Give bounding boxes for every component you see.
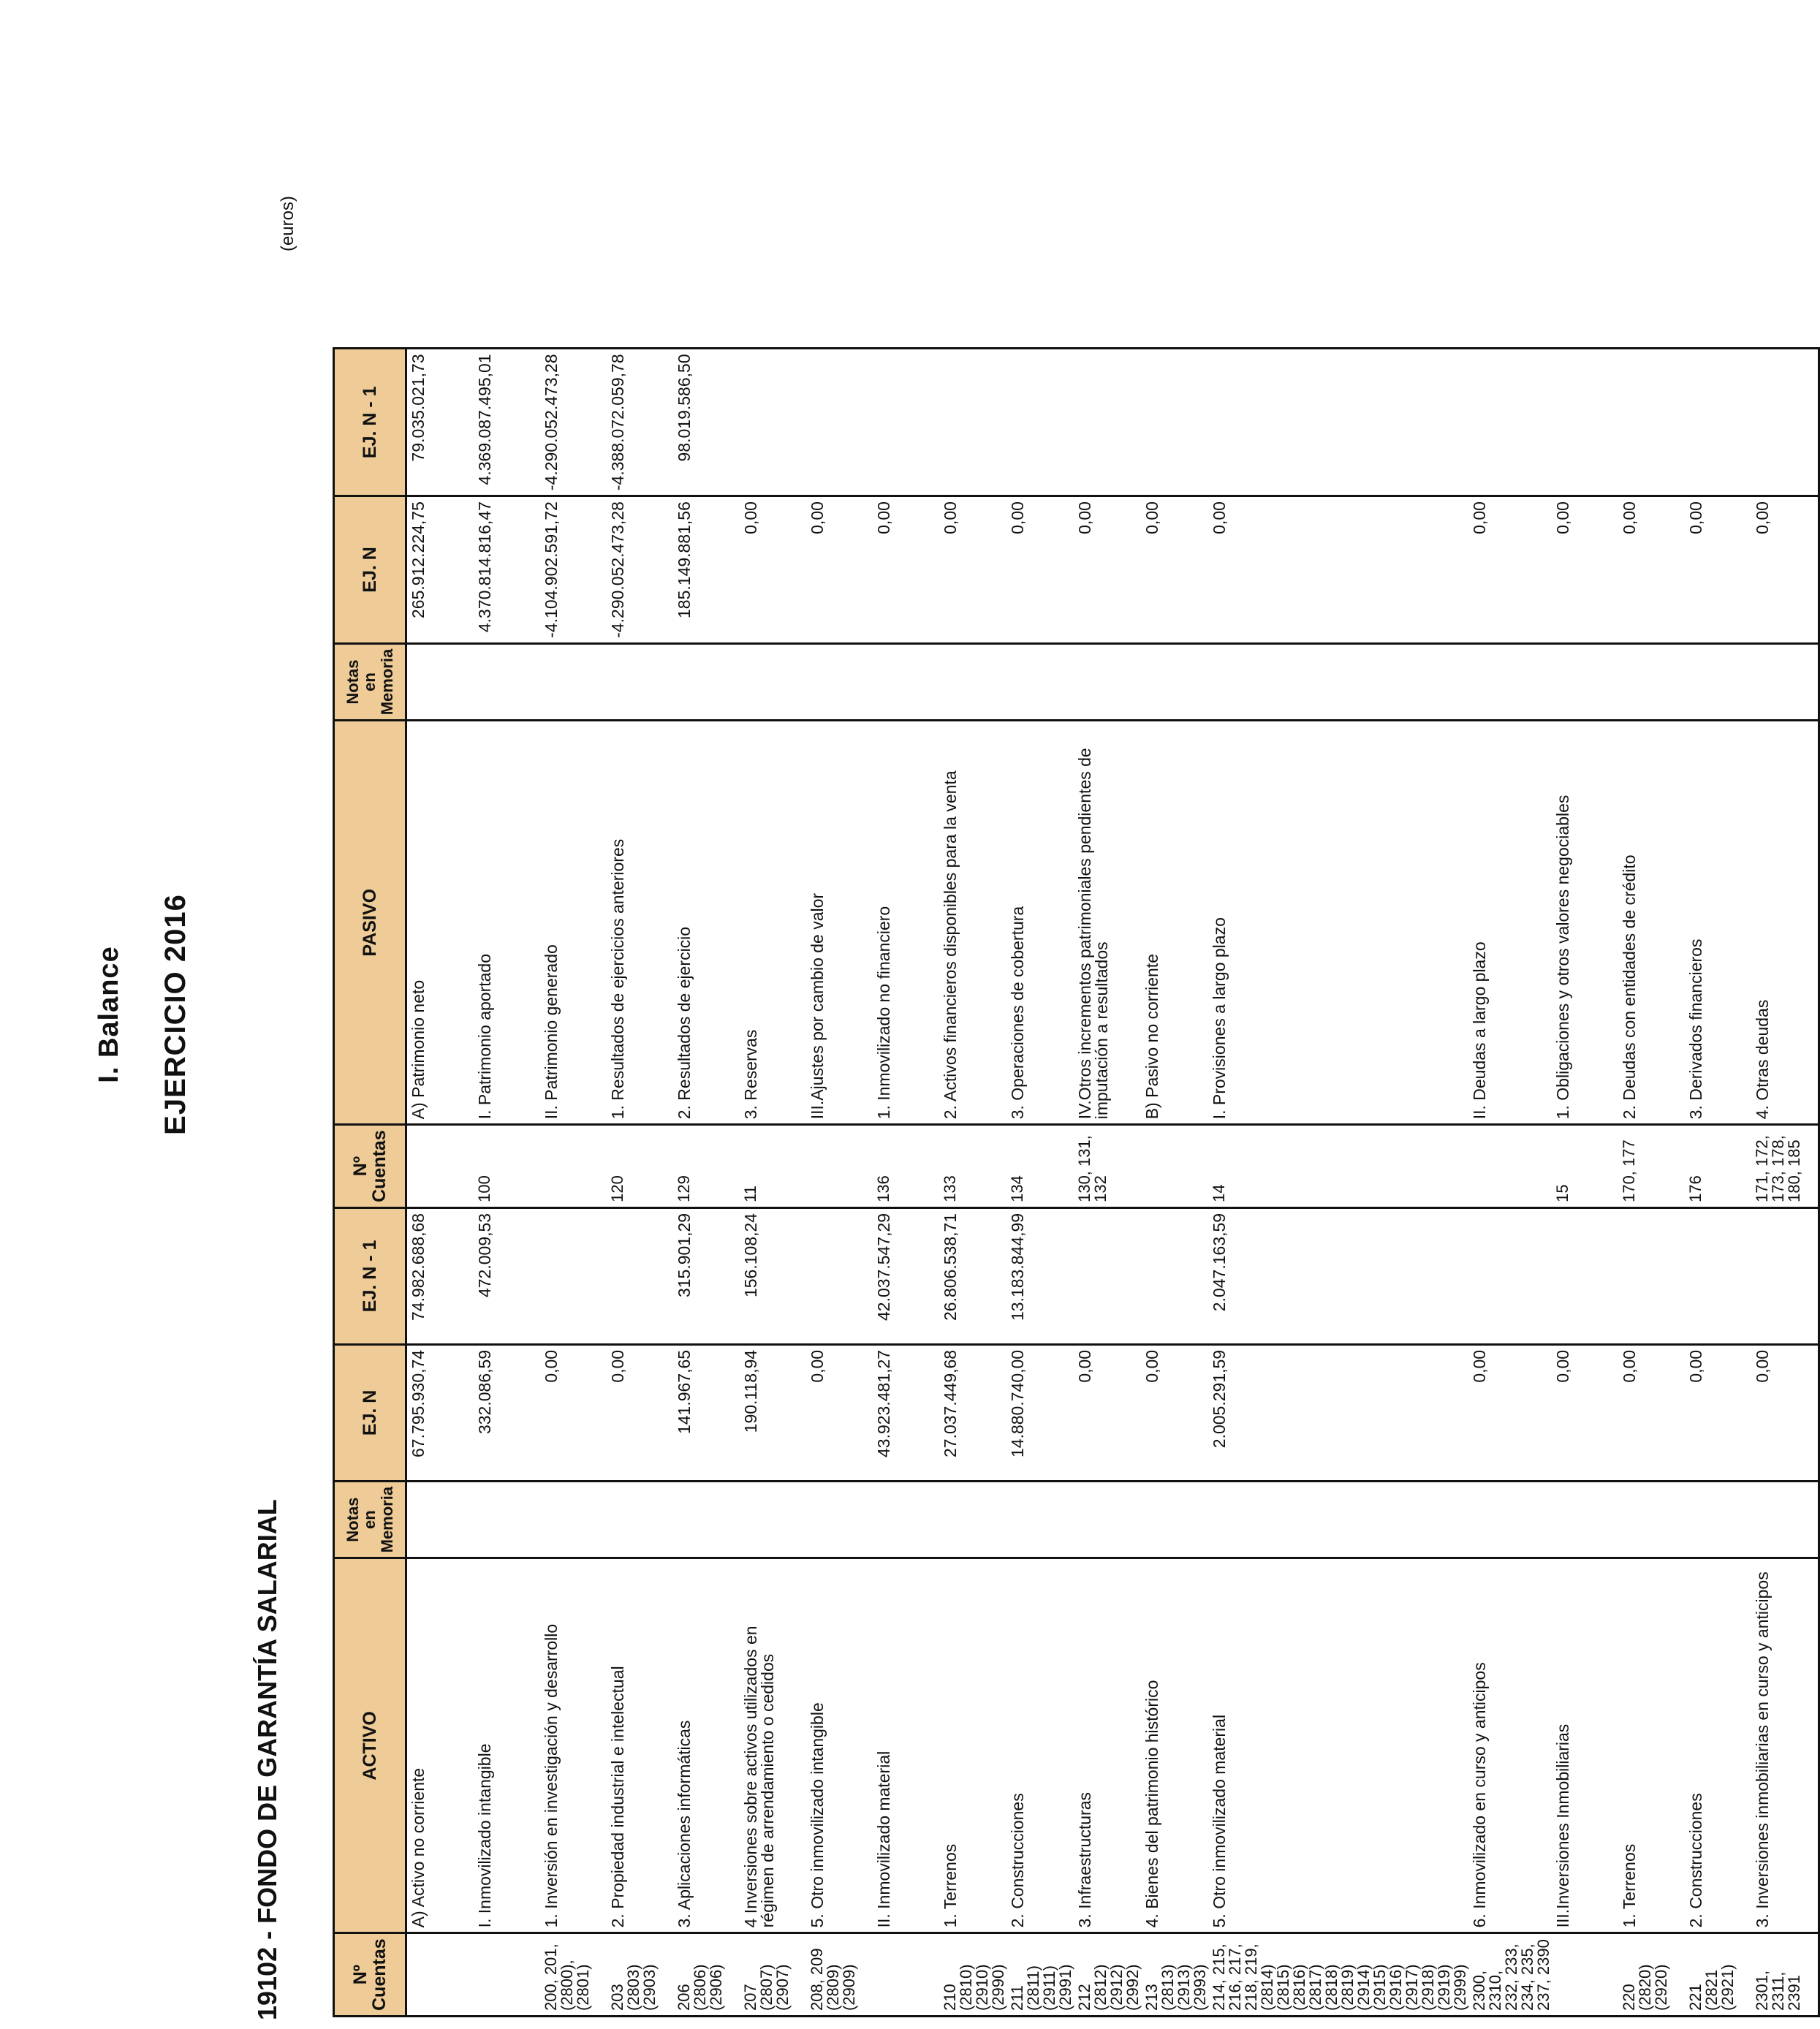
ejn1-activo-value: 315.901,29	[673, 1207, 740, 1344]
activo-concept: 5. Otro inmovilizado material	[1208, 1558, 1468, 1933]
table-row	[740, 349, 806, 2017]
ejn-activo-value: 0,00	[607, 1344, 673, 1481]
table-row	[1468, 349, 1552, 2017]
activo-concept: 3. Infraestructuras	[1074, 1558, 1141, 1933]
pasivo-concept: 3. Derivados financieros	[1685, 721, 1751, 1125]
ejn-activo-value: 0,00	[1141, 1344, 1208, 1481]
notes-pasivo	[1006, 643, 1074, 720]
table-row	[1208, 349, 1468, 2017]
ejn1-pasivo-value	[1468, 349, 1552, 496]
ejn1-activo-value: 156.108,24	[740, 1207, 806, 1344]
ejn1-pasivo-value	[1074, 349, 1141, 496]
ejn-pasivo-value: 185.149.881,56	[673, 496, 740, 644]
ejn-pasivo-value: 0,00	[1468, 496, 1552, 644]
account-codes-pasivo: 120	[607, 1125, 673, 1208]
ejn1-pasivo-value	[1685, 349, 1751, 496]
notes-activo	[1006, 1481, 1074, 1558]
ejn-pasivo-value: 0,00	[873, 496, 939, 644]
ejn-activo-value: 0,00	[806, 1344, 873, 1481]
pasivo-concept: II. Patrimonio generado	[540, 721, 607, 1125]
account-codes-pasivo: 14	[1208, 1125, 1468, 1208]
col-header-pasivo: PASIVO	[334, 721, 406, 1125]
table-row	[939, 349, 1006, 2017]
ejn-activo-value: 332.086,59	[474, 1344, 540, 1481]
account-codes-activo: 200, 201, (2800), (2801)	[540, 1933, 607, 2017]
notes-activo	[406, 1481, 474, 1558]
account-codes-activo	[474, 1933, 540, 2017]
ejn1-activo-value: 2.047.163,59	[1208, 1207, 1468, 1344]
table-row	[406, 349, 474, 2017]
notes-activo	[1751, 1481, 1819, 1558]
ejn-pasivo-value: 0,00	[1552, 496, 1618, 644]
notes-activo	[1141, 1481, 1208, 1558]
account-codes-activo: 221 (2821 (2921)	[1685, 1933, 1751, 2017]
col-header-accounts-pasivo: Nº Cuentas	[334, 1125, 406, 1208]
ejn1-activo-value: 472.009,53	[474, 1207, 540, 1344]
account-codes-pasivo: 170, 177	[1618, 1125, 1685, 1208]
activo-concept: 2. Construcciones	[1685, 1558, 1751, 1933]
activo-concept: 1. Terrenos	[939, 1558, 1006, 1933]
account-codes-pasivo	[1468, 1125, 1552, 1208]
activo-concept: A) Activo no corriente	[406, 1558, 474, 1933]
ejn-pasivo-value: -4.104.902.591,72	[540, 496, 607, 644]
notes-pasivo	[406, 643, 474, 720]
table-row	[1074, 349, 1141, 2017]
ejn-pasivo-value: 0,00	[1074, 496, 1141, 644]
ejn-activo-value: 0,00	[1074, 1344, 1141, 1481]
notes-pasivo	[1468, 643, 1552, 720]
pasivo-concept: 2. Resultados de ejercicio	[673, 721, 740, 1125]
account-codes-pasivo	[406, 1125, 474, 1208]
account-codes-pasivo: 100	[474, 1125, 540, 1208]
account-codes-activo: 214, 215, 216, 217, 218, 219, (2814) (2815) (2816) (2817) (2818) (2819) (2914) (2915) (2916) (2917) (2918) (2919) (2999)	[1208, 1933, 1468, 2017]
notes-activo	[1208, 1481, 1468, 1558]
pasivo-concept: III.Ajustes por cambio de valor	[806, 721, 873, 1125]
col-header-notes-pasivo: Notas en Memoria	[334, 643, 406, 720]
ejn-activo-value: 141.967,65	[673, 1344, 740, 1481]
notes-pasivo	[540, 643, 607, 720]
pasivo-concept: II. Deudas a largo plazo	[1468, 721, 1552, 1125]
pasivo-concept: 2. Activos financieros disponibles para la venta	[939, 721, 1006, 1125]
account-codes-activo: 210 (2810) (2910) (2990)	[939, 1933, 1006, 2017]
activo-concept: 5. Otro inmovilizado intangible	[806, 1558, 873, 1933]
activo-concept: III.Inversiones Inmobiliarias	[1552, 1558, 1618, 1933]
notes-pasivo	[607, 643, 673, 720]
table-row	[607, 349, 673, 2017]
activo-concept: II. Inmovilizado material	[873, 1558, 939, 1933]
table-row	[806, 349, 873, 2017]
ejn-pasivo-value: 265.912.224,75	[406, 496, 474, 644]
ejn-pasivo-value: 0,00	[740, 496, 806, 644]
pasivo-concept: A) Patrimonio neto	[406, 721, 474, 1125]
ejn1-activo-value: 26.806.538,71	[939, 1207, 1006, 1344]
ejn1-activo-value	[607, 1207, 673, 1344]
ejn1-pasivo-value	[873, 349, 939, 496]
activo-concept: 1. Inversión en investigación y desarrollo	[540, 1558, 607, 1933]
account-codes-pasivo	[806, 1125, 873, 1208]
ejn1-pasivo-value	[1208, 349, 1468, 496]
account-codes-pasivo: 171, 172, 173, 178, 180, 185	[1751, 1125, 1819, 1208]
pasivo-concept: 1. Resultados de ejercicios anteriores	[607, 721, 673, 1125]
ejn1-activo-value	[1618, 1207, 1685, 1344]
ejn-pasivo-value: 0,00	[1685, 496, 1751, 644]
notes-activo	[939, 1481, 1006, 1558]
page-title: I. Balance	[94, 946, 124, 1083]
activo-concept: 3. Inversiones inmobiliarias en curso y anticipos	[1751, 1558, 1819, 1933]
ejn-activo-value: 0,00	[1618, 1344, 1685, 1481]
notes-pasivo	[806, 643, 873, 720]
activo-concept: 1. Terrenos	[1618, 1558, 1685, 1933]
notes-activo	[1468, 1481, 1552, 1558]
table-header-row	[334, 349, 406, 2017]
ejn-pasivo-value: 0,00	[1751, 496, 1819, 644]
notes-pasivo	[1208, 643, 1468, 720]
ejn1-pasivo-value	[1618, 349, 1685, 496]
ejn1-pasivo-value	[1552, 349, 1618, 496]
notes-activo	[1685, 1481, 1751, 1558]
ejn1-pasivo-value: 4.369.087.495,01	[474, 349, 540, 496]
ejn-activo-value: 27.037.449,68	[939, 1344, 1006, 1481]
col-header-ejn-pasivo: EJ. N	[334, 496, 406, 644]
ejn-activo-value: 190.118,94	[740, 1344, 806, 1481]
activo-concept: 4. Bienes del patrimonio histórico	[1141, 1558, 1208, 1933]
pasivo-concept: IV.Otros incrementos patrimoniales pendientes de imputación a resultados	[1074, 721, 1141, 1125]
ejn-activo-value: 14.880.740,00	[1006, 1344, 1074, 1481]
ejn1-pasivo-value	[1751, 349, 1819, 496]
notes-activo	[1074, 1481, 1141, 1558]
ejn1-activo-value	[1685, 1207, 1751, 1344]
notes-activo	[806, 1481, 873, 1558]
table-row	[673, 349, 740, 2017]
pasivo-concept: 3. Reservas	[740, 721, 806, 1125]
notes-pasivo	[1618, 643, 1685, 720]
table-row	[1006, 349, 1074, 2017]
pasivo-concept: 3. Operaciones de cobertura	[1006, 721, 1074, 1125]
ejn1-pasivo-value: -4.388.072.059,78	[607, 349, 673, 496]
pasivo-concept: 1. Obligaciones y otros valores negociables	[1552, 721, 1618, 1125]
ejn-pasivo-value: 0,00	[1006, 496, 1074, 644]
notes-pasivo	[873, 643, 939, 720]
notes-pasivo	[474, 643, 540, 720]
notes-activo	[873, 1481, 939, 1558]
ejn-activo-value: 0,00	[1685, 1344, 1751, 1481]
ejn1-activo-value: 13.183.844,99	[1006, 1207, 1074, 1344]
account-codes-activo: 2300, 2310, 232, 233, 234, 235, 237, 2390	[1468, 1933, 1552, 2017]
col-header-activo: ACTIVO	[334, 1558, 406, 1933]
activo-concept: 2. Construcciones	[1006, 1558, 1074, 1933]
activo-concept: 4 Inversiones sobre activos utilizados en régimen de arrendamiento o cedidos	[740, 1558, 806, 1933]
pasivo-concept: I. Provisiones a largo plazo	[1208, 721, 1468, 1125]
notes-pasivo	[939, 643, 1006, 720]
ejn-activo-value: 67.795.930,74	[406, 1344, 474, 1481]
activo-concept: 3. Aplicaciones informáticas	[673, 1558, 740, 1933]
ejn-activo-value: 2.005.291,59	[1208, 1344, 1468, 1481]
notes-activo	[740, 1481, 806, 1558]
ejn1-activo-value	[1468, 1207, 1552, 1344]
account-codes-pasivo: 134	[1006, 1125, 1074, 1208]
ejn-pasivo-value: 0,00	[1141, 496, 1208, 644]
ejn1-activo-value	[806, 1207, 873, 1344]
notes-pasivo	[1074, 643, 1141, 720]
notes-activo	[1618, 1481, 1685, 1558]
pasivo-concept: 1. Inmovilizado no financiero	[873, 721, 939, 1125]
ejn1-activo-value: 42.037.547,29	[873, 1207, 939, 1344]
table-body	[406, 349, 1819, 2017]
pasivo-concept: B) Pasivo no corriente	[1141, 721, 1208, 1125]
ejn-pasivo-value: -4.290.052.473,28	[607, 496, 673, 644]
ejn1-pasivo-value	[740, 349, 806, 496]
ejn-activo-value: 43.923.481,27	[873, 1344, 939, 1481]
notes-pasivo	[673, 643, 740, 720]
notes-activo	[1552, 1481, 1618, 1558]
table-row	[474, 349, 540, 2017]
account-codes-activo	[873, 1933, 939, 2017]
notes-activo	[474, 1481, 540, 1558]
table-row	[540, 349, 607, 2017]
ejn1-pasivo-value	[806, 349, 873, 496]
ejn-pasivo-value: 0,00	[806, 496, 873, 644]
ejn-activo-value: 0,00	[1552, 1344, 1618, 1481]
account-codes-activo	[406, 1933, 474, 2017]
notes-pasivo	[1141, 643, 1208, 720]
ejn-activo-value: 0,00	[1468, 1344, 1552, 1481]
table-row	[1751, 349, 1819, 2017]
units-label: (euros)	[278, 196, 297, 252]
account-codes-pasivo: 11	[740, 1125, 806, 1208]
notes-activo	[540, 1481, 607, 1558]
ejn1-activo-value	[540, 1207, 607, 1344]
ejn1-pasivo-value	[1006, 349, 1074, 496]
ejn1-pasivo-value: 98.019.586,50	[673, 349, 740, 496]
account-codes-activo: 212 (2812) (2912) (2992)	[1074, 1933, 1141, 2017]
ejn-activo-value: 0,00	[540, 1344, 607, 1481]
table-row	[1618, 349, 1685, 2017]
table-row	[1552, 349, 1618, 2017]
notes-pasivo	[1552, 643, 1618, 720]
account-codes-pasivo: 15	[1552, 1125, 1618, 1208]
ejn1-pasivo-value	[1141, 349, 1208, 496]
account-codes-activo: 206 (2806) (2906)	[673, 1933, 740, 2017]
activo-concept: 6. Inmovilizado en curso y anticipos	[1468, 1558, 1552, 1933]
account-codes-activo	[1552, 1933, 1618, 2017]
entity-name: 19102 - FONDO DE GARANTÍA SALARIAL	[252, 1499, 282, 2020]
col-header-ejn1-activo: EJ. N - 1	[334, 1207, 406, 1344]
col-header-notes-activo: Notas en Memoria	[334, 1481, 406, 1558]
ejn-pasivo-value: 0,00	[1208, 496, 1468, 644]
notes-activo	[607, 1481, 673, 1558]
table-row	[873, 349, 939, 2017]
pasivo-concept: I. Patrimonio aportado	[474, 721, 540, 1125]
pasivo-concept: 4. Otras deudas	[1751, 721, 1819, 1125]
notes-activo	[673, 1481, 740, 1558]
account-codes-activo: 211 (2811) (2911) (2991)	[1006, 1933, 1074, 2017]
ejn1-activo-value	[1074, 1207, 1141, 1344]
table-row	[1685, 349, 1751, 2017]
activo-concept: I. Inmovilizado intangible	[474, 1558, 540, 1933]
col-header-accounts-activo: Nº Cuentas	[334, 1933, 406, 2017]
account-codes-pasivo	[540, 1125, 607, 1208]
account-codes-pasivo: 133	[939, 1125, 1006, 1208]
account-codes-activo: 207 (2807) (2907)	[740, 1933, 806, 2017]
ejn1-activo-value: 74.982.688,68	[406, 1207, 474, 1344]
ejn-pasivo-value: 4.370.814.816,47	[474, 496, 540, 644]
account-codes-activo: 220 (2820) (2920)	[1618, 1933, 1685, 2017]
notes-pasivo	[740, 643, 806, 720]
ejn-activo-value: 0,00	[1751, 1344, 1819, 1481]
account-codes-pasivo: 136	[873, 1125, 939, 1208]
ejn1-pasivo-value	[939, 349, 1006, 496]
account-codes-pasivo: 129	[673, 1125, 740, 1208]
ejn1-pasivo-value: -4.290.052.473,28	[540, 349, 607, 496]
account-codes-activo: 203 (2803) (2903)	[607, 1933, 673, 2017]
col-header-ejn-activo: EJ. N	[334, 1344, 406, 1481]
account-codes-activo: 208, 209 (2809) (2909)	[806, 1933, 873, 2017]
ejn-pasivo-value: 0,00	[1618, 496, 1685, 644]
ejn1-activo-value	[1751, 1207, 1819, 1344]
ejn1-pasivo-value: 79.035.021,73	[406, 349, 474, 496]
ejn-pasivo-value: 0,00	[939, 496, 1006, 644]
account-codes-activo: 213 (2813) (2913) (2993)	[1141, 1933, 1208, 2017]
account-codes-pasivo	[1141, 1125, 1208, 1208]
exercise-title: EJERCICIO 2016	[159, 894, 192, 1135]
notes-pasivo	[1685, 643, 1751, 720]
account-codes-pasivo: 176	[1685, 1125, 1751, 1208]
balance-table	[333, 347, 1820, 2017]
table-row	[1141, 349, 1208, 2017]
notes-pasivo	[1751, 643, 1819, 720]
account-codes-pasivo: 130, 131, 132	[1074, 1125, 1141, 1208]
account-codes-activo: 2301, 2311, 2391	[1751, 1933, 1819, 2017]
col-header-ejn1-pasivo: EJ. N - 1	[334, 349, 406, 496]
pasivo-concept: 2. Deudas con entidades de crédito	[1618, 721, 1685, 1125]
ejn1-activo-value	[1552, 1207, 1618, 1344]
ejn1-activo-value	[1141, 1207, 1208, 1344]
activo-concept: 2. Propiedad industrial e intelectual	[607, 1558, 673, 1933]
